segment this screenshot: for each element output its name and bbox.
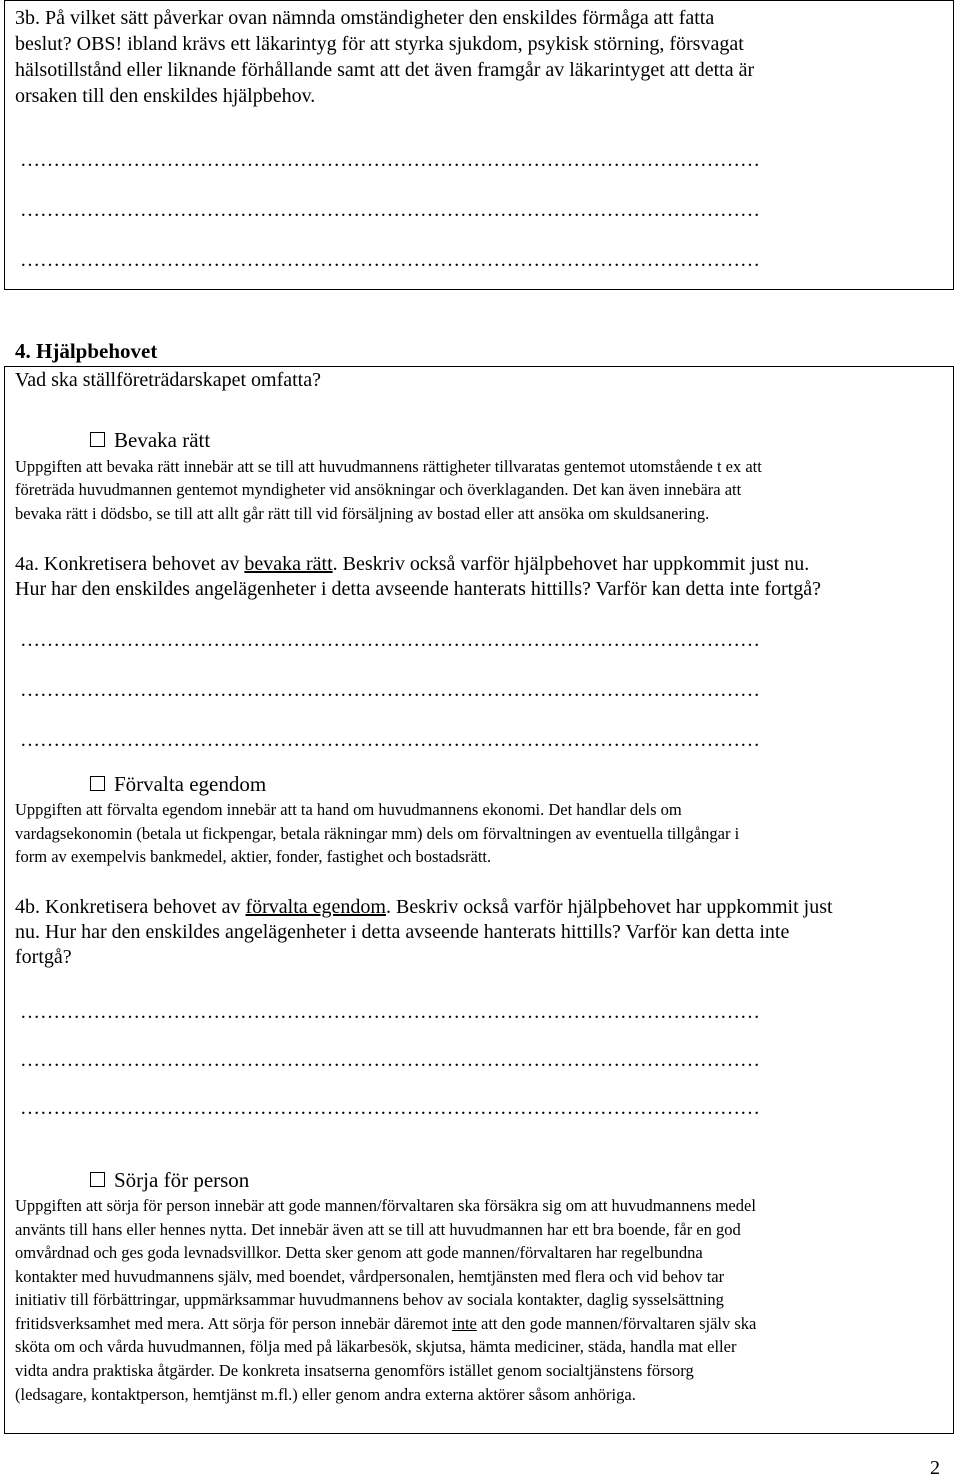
question-text: 4b. Konkretisera behovet av [15,896,246,918]
question-text: . Beskriv också varför hjälpbehovet har uppkommit just [385,896,833,918]
sorja-desc-6 [15,1312,756,1336]
section-heading: 4. Hjälpbehovet [15,339,158,363]
sorja-desc-7: sköta om och vårda huvudmannen, följa med på läkarbesök, skjutsa, hämta mediciner, städa, handla mat eller [15,1337,737,1356]
sorja-desc-1: Uppgiften att sörja för person innebär att gode mannen/förvaltaren ska försäkra sig om att huvudmannens medel [15,1196,756,1215]
question-4a-line-2: Hur har den enskildes angelägenheter i detta avseende hanterats hittills? Varför kan detta inte fortgå? [15,578,821,600]
underlined-term: inte [452,1314,477,1333]
bevaka-ratt-option[interactable] [90,427,210,453]
checkbox-label: Sörja för person [114,1168,250,1192]
forvalta-egendom-option[interactable] [90,771,266,797]
q3b-line-4: orsaken till den enskildes hjälpbehov. [15,85,316,107]
question-text: . Beskriv också varför hjälpbehovet har uppkommit just nu. [332,553,810,575]
answer-line[interactable]: ………………………………………………………………………………………………… [20,1098,760,1118]
question-4b-line-3: fortgå? [15,946,72,968]
question-4b [15,894,833,920]
forvalta-desc-1: Uppgiften att förvalta egendom innebär att ta hand om huvudmannens ekonomi. Det handlar dels om [15,800,682,819]
checkbox-label: Förvalta egendom [114,772,267,796]
checkbox[interactable] [90,1172,105,1187]
section-subheading: Vad ska ställföreträdarskapet omfatta? [15,369,321,391]
page-number: 2 [930,1457,940,1479]
q3b-line-3: hälsotillstånd eller liknande förhållande samt att det även framgår av läkarintyget att detta är [15,59,755,81]
sorja-for-person-option[interactable] [90,1167,249,1193]
desc-text: att den gode mannen/förvaltaren själv ska [476,1314,757,1333]
q3b-line-1: 3b. På vilket sätt påverkar ovan nämnda omständigheter den enskildes förmåga att fatta [15,7,715,29]
question-4a [15,551,809,577]
question-text: 4a. Konkretisera behovet av [15,553,245,575]
underlined-term: bevaka rätt [244,553,333,575]
bevaka-desc-1: Uppgiften att bevaka rätt innebär att se till att huvudmannens rättigheter tillvaratas gentemot utomstående t ex att [15,457,762,476]
question-4b-line-2: nu. Hur har den enskildes angelägenheter i detta avseende hanterats hittills? Varför kan detta inte [15,921,790,943]
sorja-desc-5: initiativ till förbättringar, uppmärksammar huvudmannens behov av sociala kontakter, daglig sysselsättning [15,1290,724,1309]
sorja-desc-4: kontakter med huvudmannens själv, med boendet, vårdpersonalen, hemtjänsten med flera och vid behov tar [15,1267,725,1286]
answer-line[interactable]: ………………………………………………………………………………………………… [20,1050,760,1070]
bevaka-desc-3: bevaka rätt i dödsbo, se till att allt går rätt till vid försäljning av bostad eller att ansöka om skuldsanering. [15,504,710,523]
underlined-term: förvalta egendom [245,896,386,918]
answer-line[interactable]: ………………………………………………………………………………………………… [20,250,760,270]
forvalta-desc-3: form av exempelvis bankmedel, aktier, fonder, fastighet och bostadsrätt. [15,847,492,866]
answer-line[interactable]: ………………………………………………………………………………………………… [20,1002,760,1022]
bevaka-desc-2: företräda huvudmannen gentemot myndigheter vid ansökningar och överklaganden. Det kan även innebära att [15,480,742,499]
answer-line[interactable]: ………………………………………………………………………………………………… [20,630,760,650]
answer-line[interactable]: ………………………………………………………………………………………………… [20,150,760,170]
answer-line[interactable]: ………………………………………………………………………………………………… [20,680,760,700]
checkbox[interactable] [90,776,105,791]
desc-text: fritidsverksamhet med mera. Att sörja för person innebär däremot [15,1314,453,1333]
forvalta-desc-2: vardagsekonomin (betala ut fickpengar, betala räkningar mm) dels om förvaltningen av eventuella tillgångar i [15,824,740,843]
sorja-desc-9: (ledsagare, kontaktperson, hemtjänst m.fl.) eller genom andra externa aktörer såsom anhöriga. [15,1385,636,1404]
checkbox[interactable] [90,432,105,447]
q3b-line-2: beslut? OBS! ibland krävs ett läkarintyg för att styrka sjukdom, psykisk störning, försvagat [15,33,744,55]
answer-line[interactable]: ………………………………………………………………………………………………… [20,730,760,750]
answer-line[interactable]: ………………………………………………………………………………………………… [20,200,760,220]
sorja-desc-3: omvårdnad och ges goda levnadsvillkor. Detta sker genom att gode mannen/förvaltaren har regelbundna [15,1243,703,1262]
checkbox-label: Bevaka rätt [114,428,211,452]
sorja-desc-2: använts till hans eller hennes nytta. Det innebär även att se till att huvudmannen har ett bra boende, får en god [15,1220,741,1239]
sorja-desc-8: vidta andra praktiska åtgärder. De konkreta insatserna genomförs istället genom socialtjänstens försorg [15,1361,694,1380]
